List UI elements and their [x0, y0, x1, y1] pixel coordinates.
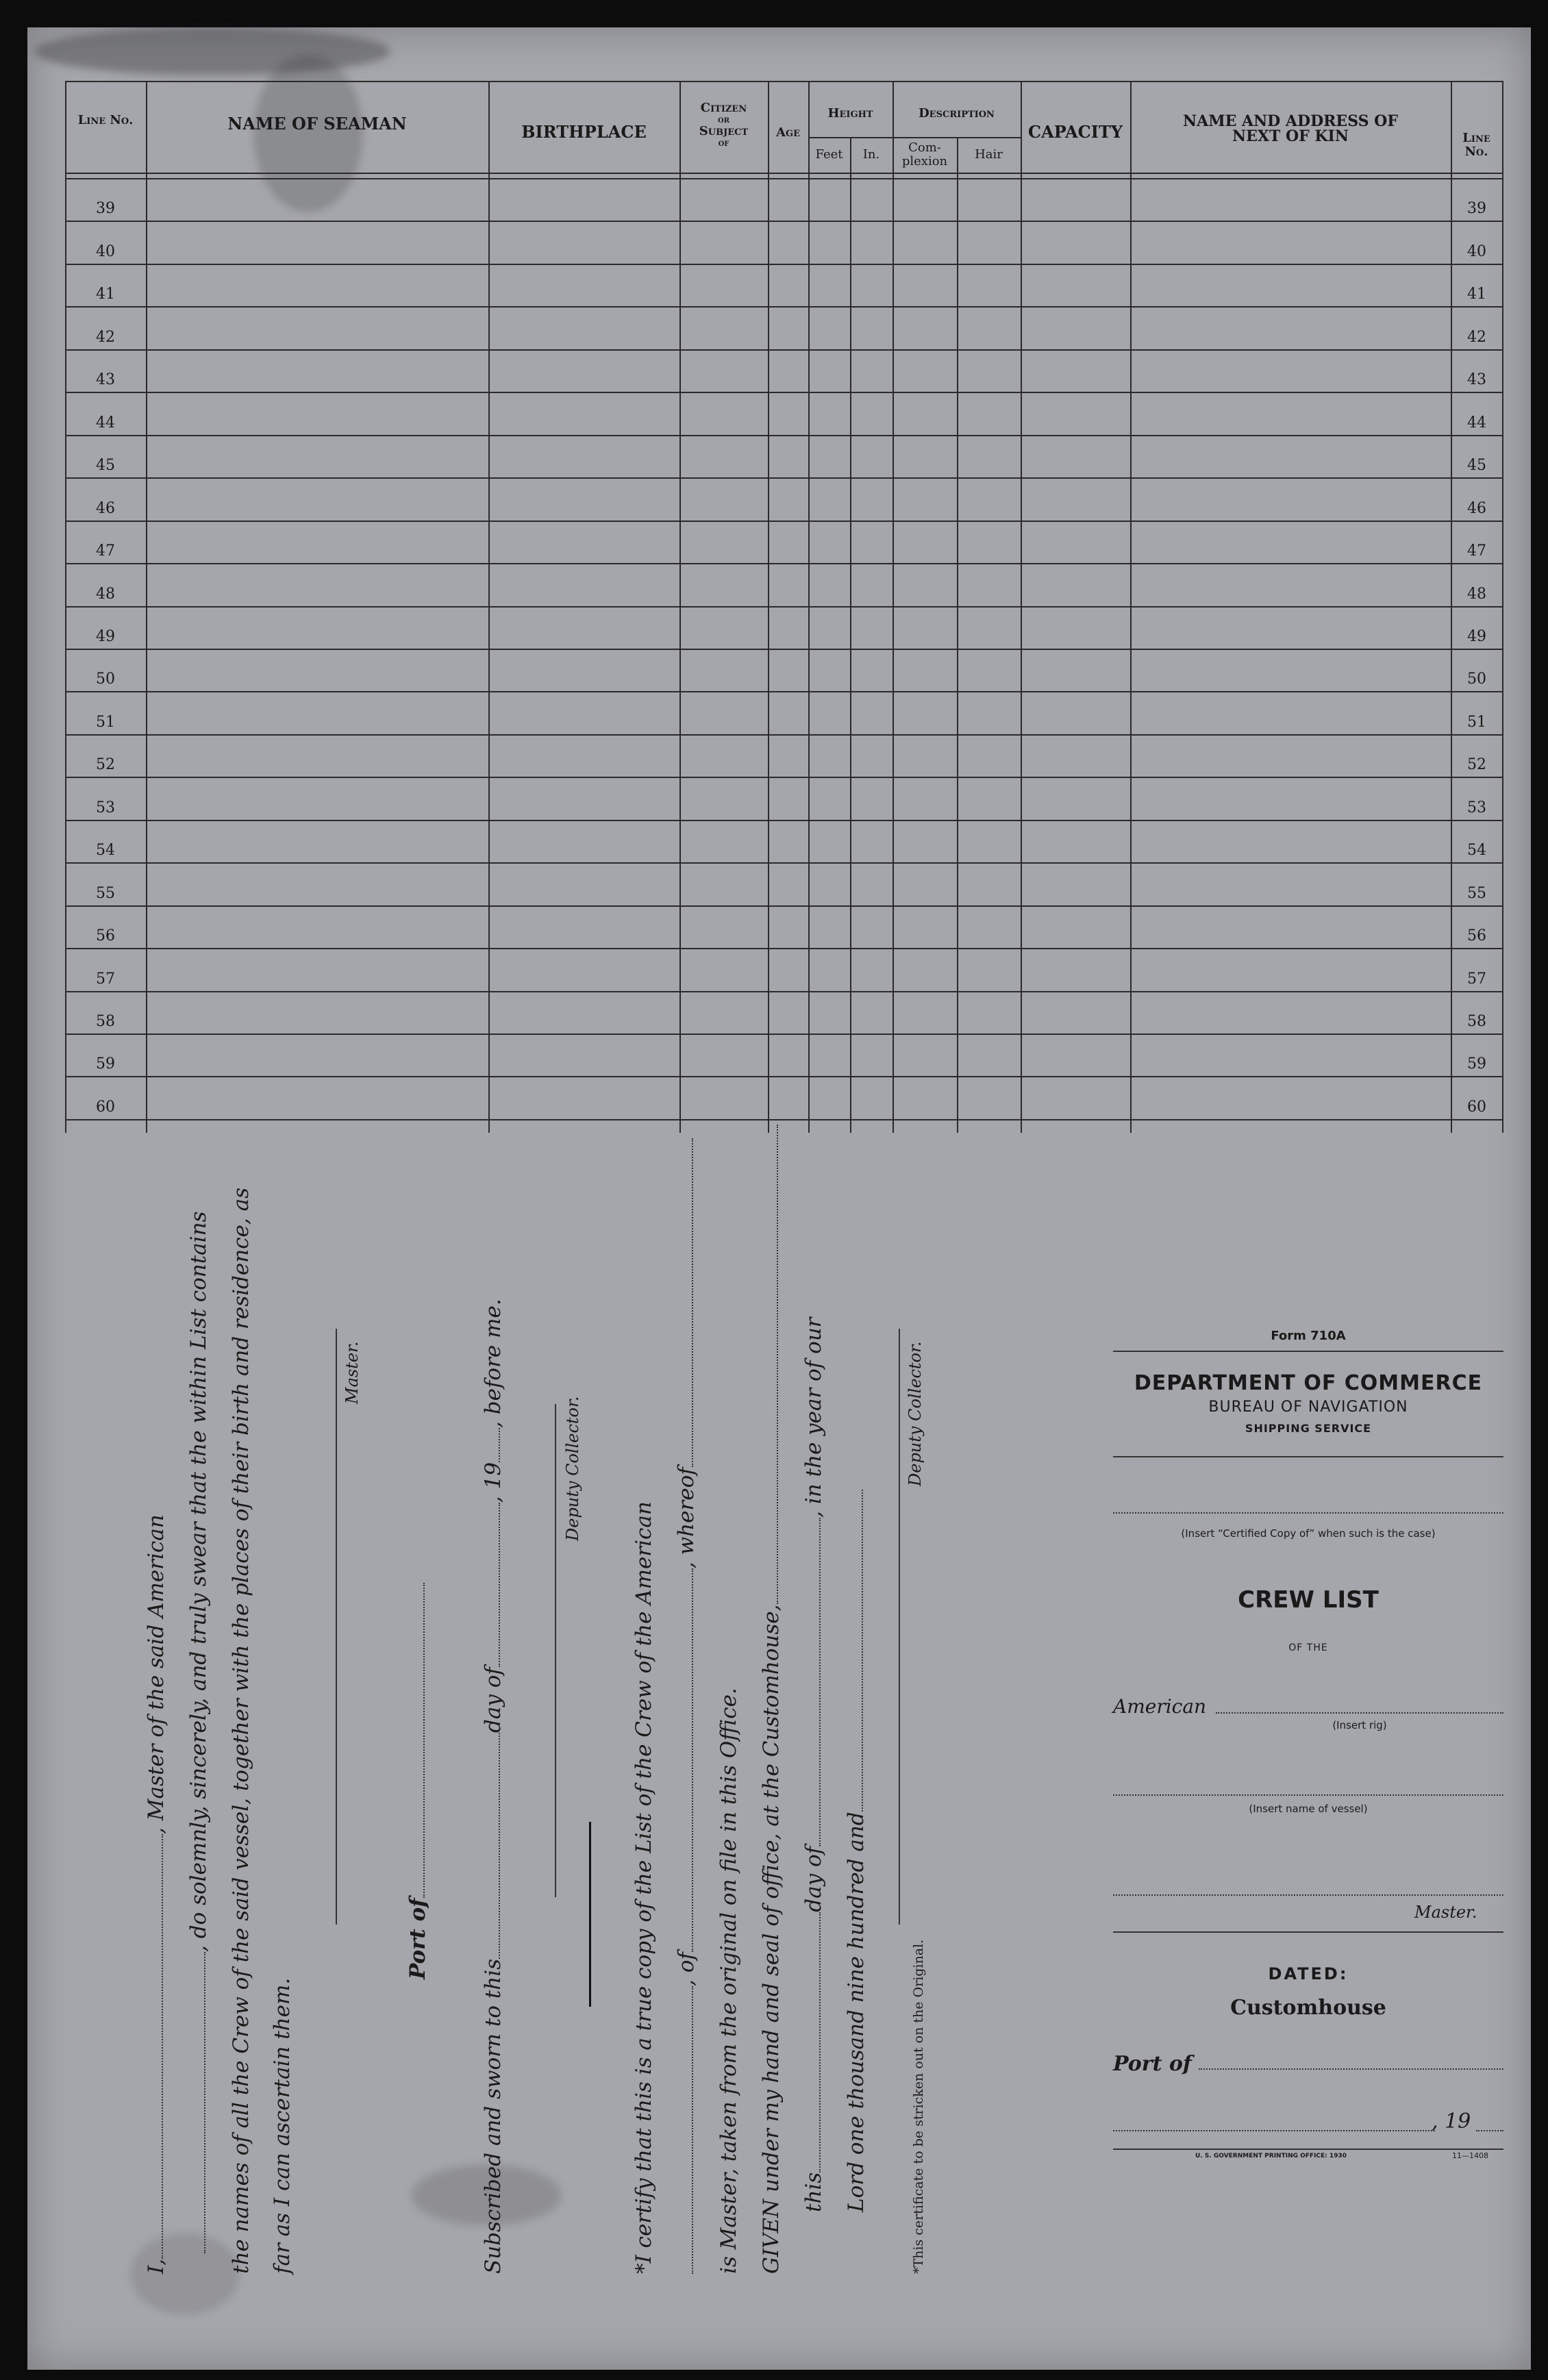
- form-code: 11—1408: [1452, 2151, 1488, 2160]
- row-number-left: 53: [96, 799, 115, 816]
- row-number-left: 45: [96, 457, 115, 475]
- row-number-right: 57: [1467, 970, 1486, 988]
- oath-certificate: [137, 1130, 986, 2281]
- row-number-right: 40: [1467, 242, 1486, 260]
- row-number-left: 39: [96, 200, 115, 218]
- row-number-left: 50: [96, 671, 115, 688]
- row-number-left: 56: [96, 927, 115, 945]
- row-number-left: 42: [96, 328, 115, 346]
- crew-table: [65, 81, 1503, 1133]
- row-number-right: 59: [1467, 1055, 1486, 1073]
- row-number-left: 60: [96, 1098, 115, 1116]
- oath-line-1: I,, Master of the said American: [144, 1514, 168, 2274]
- service-title: SHIPPING SERVICE: [1245, 1422, 1372, 1435]
- insert-certified-copy-note: (Insert “Certified Copy of” when such is the case): [1181, 1527, 1436, 1540]
- row-number-right: 39: [1467, 200, 1486, 218]
- certify-line-5: thisday of, in the year of our: [801, 1317, 826, 2212]
- certify-line-2: , of, whereof: [674, 1138, 699, 2274]
- row-number-right: 52: [1467, 756, 1486, 774]
- row-number-left: 49: [96, 627, 115, 645]
- row-number-left: 43: [96, 371, 115, 389]
- row-number-right: 58: [1467, 1013, 1486, 1030]
- certify-line-4: GIVEN under my hand and seal of office, at the Customhouse,: [759, 1125, 784, 2275]
- port-of-label: Port of: [1113, 2052, 1192, 2076]
- oath-line-2: , do solemnly, sincerely, and truly swear that the within List contains: [186, 1212, 211, 2253]
- bureau-title: BUREAU OF NAVIGATION: [1208, 1399, 1408, 1416]
- complexion-header: Com- plexion: [901, 140, 948, 168]
- deputy-collector-label-1: Deputy Collector.: [563, 1396, 582, 1541]
- printer-line: U. S. GOVERNMENT PRINTING OFFICE: 1930: [1195, 2153, 1347, 2159]
- insert-vessel-note: (Insert name of vessel): [1249, 1803, 1368, 1815]
- oath-line-3: the names of all the Crew of the said vessel, together with the places of their birth and residence, as: [229, 1188, 253, 2274]
- age-header: Age: [776, 125, 800, 140]
- hair-header: Hair: [975, 147, 1003, 162]
- row-number-right: 54: [1467, 842, 1486, 860]
- line-no-right-header: Line No.: [1462, 131, 1490, 159]
- row-number-right: 55: [1467, 884, 1486, 902]
- row-number-right: 51: [1467, 713, 1486, 731]
- row-number-left: 57: [96, 970, 115, 988]
- certificate-footnote: *This certificate to be stricken out on the Original.: [911, 1939, 926, 2274]
- height-header: Height: [827, 106, 873, 121]
- row-number-left: 58: [96, 1013, 115, 1030]
- year-label: , 19: [1432, 2109, 1471, 2133]
- customhouse-label: Customhouse: [1230, 1996, 1386, 2020]
- row-number-left: 55: [96, 884, 115, 902]
- master-label: Master.: [1414, 1903, 1477, 1922]
- row-number-right: 45: [1467, 457, 1486, 475]
- master-signature-label: Master.: [342, 1341, 362, 1404]
- row-number-right: 47: [1467, 542, 1486, 560]
- certify-line-6: Lord one thousand nine hundred and: [844, 1490, 869, 2212]
- department-title: DEPARTMENT OF COMMERCE: [1134, 1371, 1483, 1395]
- row-number-right: 56: [1467, 927, 1486, 945]
- birthplace-header: BIRTHPLACE: [521, 122, 647, 142]
- name-of-seaman-header: NAME OF SEAMAN: [227, 114, 407, 134]
- row-number-right: 44: [1467, 414, 1486, 431]
- american-label: American: [1113, 1695, 1207, 1718]
- row-number-left: 47: [96, 542, 115, 560]
- row-number-right: 50: [1467, 671, 1486, 688]
- inches-header: In.: [862, 147, 880, 162]
- form-number: Form 710A: [1271, 1329, 1346, 1343]
- row-number-left: 54: [96, 842, 115, 860]
- row-number-left: 51: [96, 713, 115, 731]
- row-number-left: 59: [96, 1055, 115, 1073]
- row-number-right: 42: [1467, 328, 1486, 346]
- row-number-left: 52: [96, 756, 115, 774]
- feet-header: Feet: [815, 147, 843, 162]
- row-number-right: 49: [1467, 627, 1486, 645]
- description-header: Description: [919, 106, 995, 121]
- crew-list-title: CREW LIST: [1238, 1586, 1379, 1614]
- capacity-header: CAPACITY: [1028, 122, 1123, 142]
- oath-line-4: far as I can ascertain them.: [270, 1977, 295, 2274]
- row-number-right: 46: [1467, 499, 1486, 517]
- of-the-label: OF THE: [1288, 1642, 1328, 1653]
- dated-label: DATED:: [1268, 1964, 1349, 1983]
- row-number-right: 53: [1467, 799, 1486, 816]
- oath-port-of: Port of: [405, 1583, 430, 1979]
- row-number-right: 48: [1467, 585, 1486, 603]
- next-of-kin-header: NAME AND ADDRESS OF NEXT OF KIN: [1183, 112, 1398, 145]
- row-number-left: 44: [96, 414, 115, 431]
- row-number-left: 41: [96, 286, 115, 303]
- line-no-header: Line No.: [77, 113, 134, 127]
- certify-line-3: is Master, taken from the original on file in this Office.: [716, 1688, 741, 2274]
- certify-line-1: *I certify that this is a true copy of the List of the Crew of the American: [632, 1501, 656, 2274]
- row-number-right: 41: [1467, 286, 1486, 303]
- row-number-left: 48: [96, 585, 115, 603]
- row-number-right: 60: [1467, 1098, 1486, 1116]
- insert-rig-note: (Insert rig): [1332, 1719, 1387, 1731]
- row-number-right: 43: [1467, 371, 1486, 389]
- row-number-left: 46: [96, 499, 115, 517]
- row-number-left: 40: [96, 242, 115, 260]
- citizen-header: Citizen or Subject of: [699, 101, 749, 149]
- subscribed-line: Subscribed and sworn to thisday of, 19, before me.: [481, 1299, 505, 2274]
- deputy-collector-label-2: Deputy Collector.: [906, 1341, 925, 1486]
